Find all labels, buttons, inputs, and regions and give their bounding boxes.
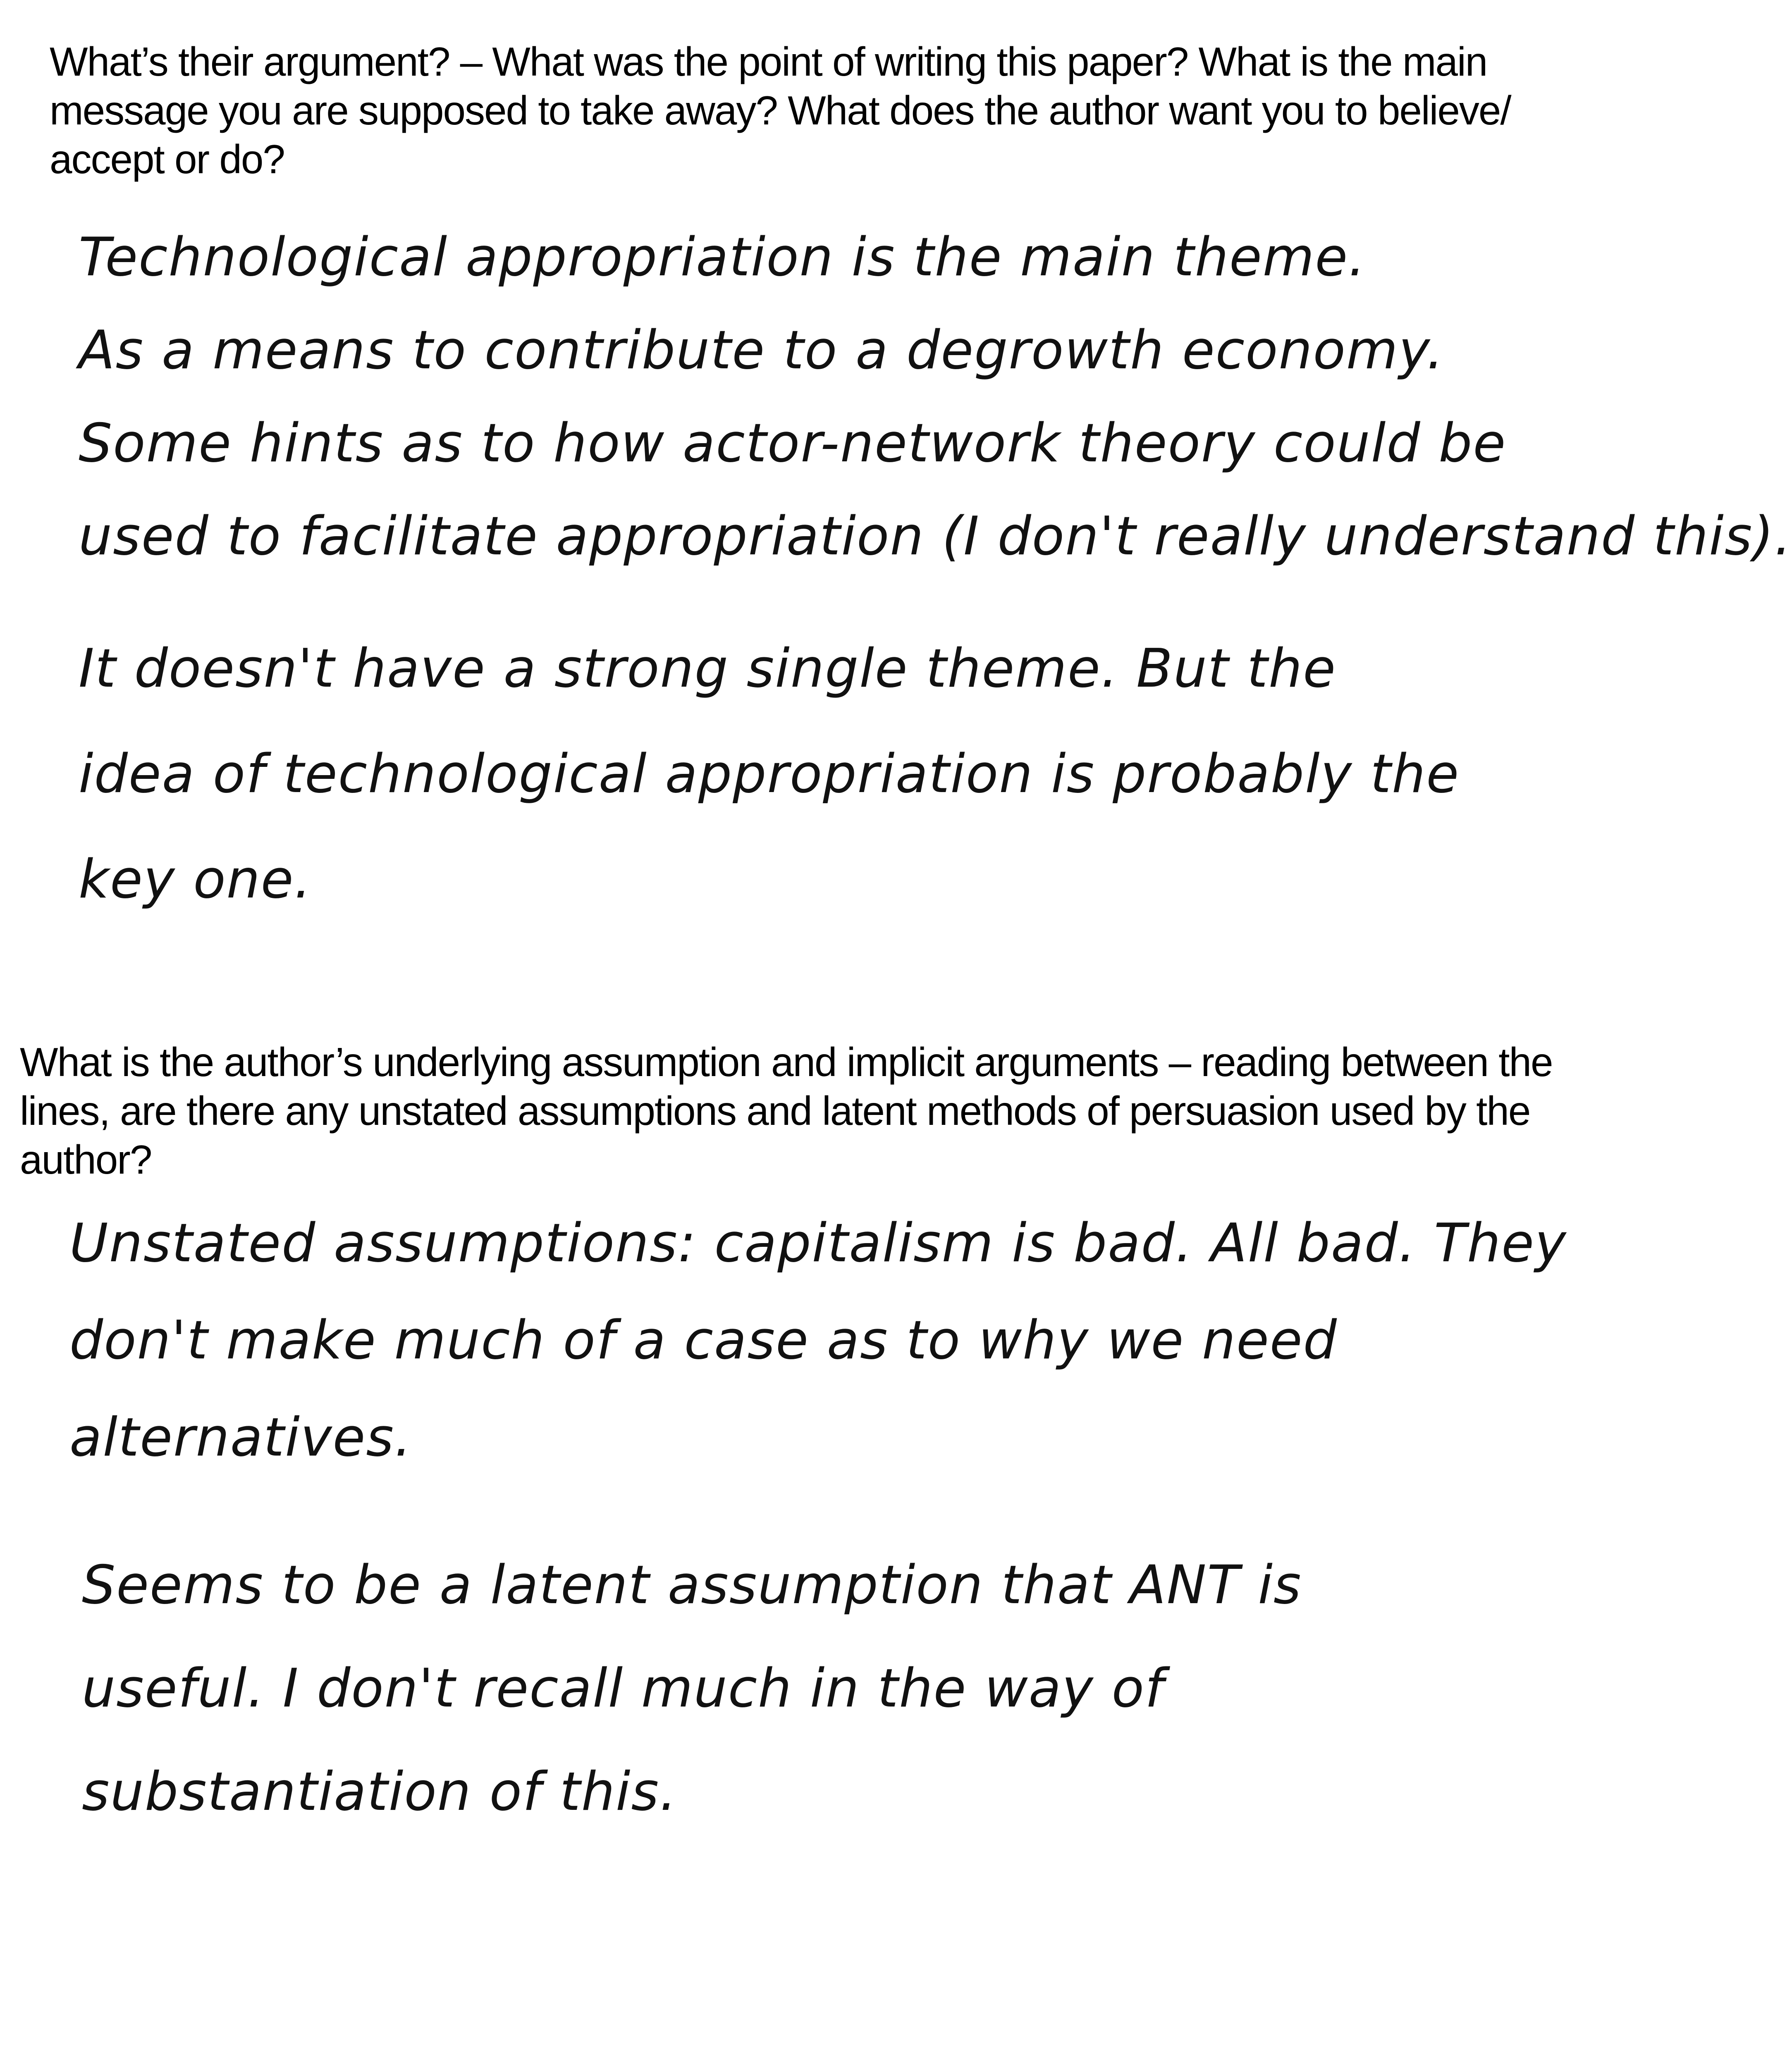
answer-line: Technological appropriation is the main theme. bbox=[79, 227, 1366, 288]
question-prompt-2: What is the author’s underlying assumption and implicit arguments – reading between the lines, are there any unstated assumptions and latent methods of persuasion used by the author? bbox=[20, 1039, 1553, 1182]
handwritten-answer-1a bbox=[79, 211, 1792, 583]
question-section-1 bbox=[50, 37, 1792, 910]
handwritten-answer-2b bbox=[82, 1534, 1302, 1844]
answer-line: As a means to contribute to a degrowth economy. bbox=[79, 320, 1445, 381]
answer-line: Seems to be a latent assumption that ANT is bbox=[82, 1554, 1302, 1616]
answer-line: Some hints as to how actor-network theory could be bbox=[79, 413, 1507, 474]
handwritten-answer-1b bbox=[79, 616, 1460, 932]
question-section-2 bbox=[20, 1038, 1583, 1823]
answer-line: substantiation of this. bbox=[82, 1761, 677, 1823]
answer-line: don't make much of a case as to why we need bbox=[69, 1310, 1338, 1371]
answer-line: alternatives. bbox=[69, 1407, 412, 1468]
answer-line: idea of technological appropriation is probably the bbox=[79, 743, 1460, 805]
answer-line: useful. I don't recall much in the way of bbox=[82, 1658, 1164, 1719]
handwritten-answer-2a bbox=[69, 1195, 1567, 1486]
answer-line: used to facilitate appropriation (I don't really understand this). bbox=[79, 506, 1792, 567]
question-prompt-1: What’s their argument? – What was the point of writing this paper? What is the main message you are supposed to take away? What does the author want you to believe/ accept or do? bbox=[50, 39, 1511, 182]
answer-line: key one. bbox=[79, 849, 312, 910]
answer-line: It doesn't have a strong single theme. But the bbox=[79, 638, 1336, 699]
answer-line: Unstated assumptions: capitalism is bad. All bad. They bbox=[69, 1213, 1567, 1274]
